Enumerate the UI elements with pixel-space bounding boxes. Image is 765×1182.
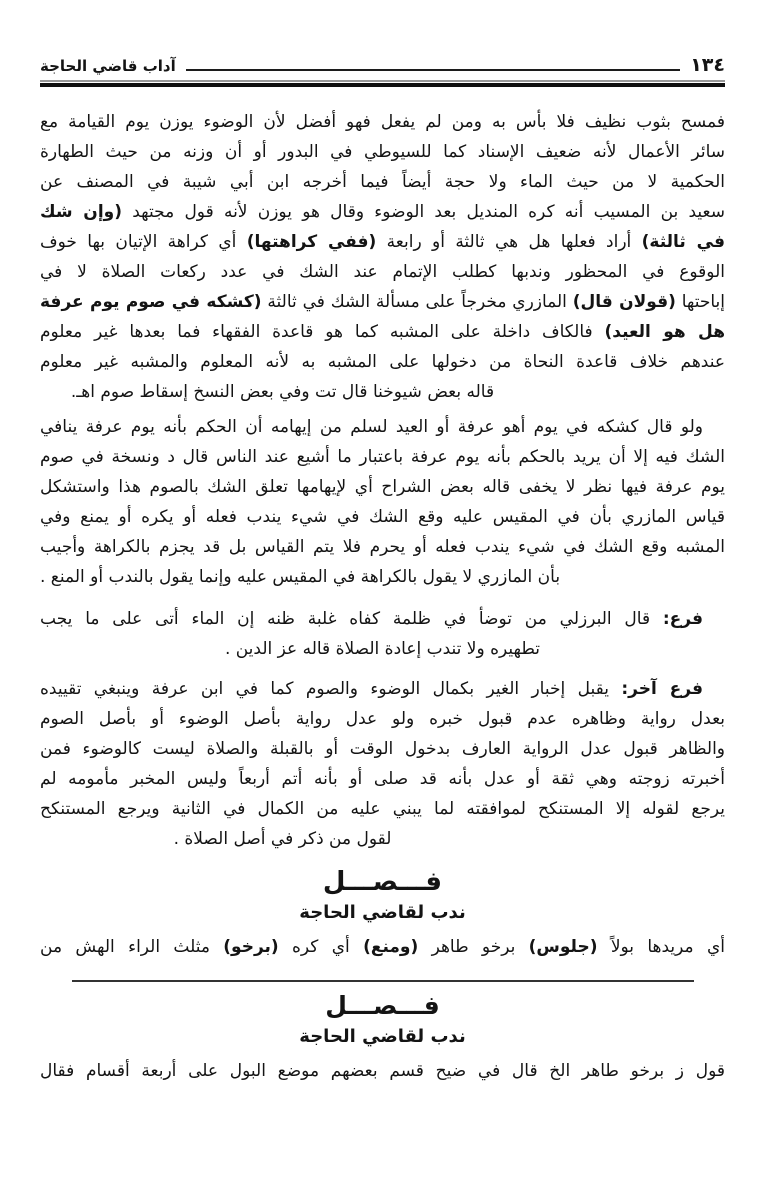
text-line [40,257,725,287]
text-line [40,824,725,854]
sharh-text: الوقوع في المحظور وندبها كطلب الإتمام عند الشك في عدد ركعات الصلاة لا في [40,262,725,282]
sharh-text: أخبرته زوجته وهي ثقة أو عدل بأنه قد صلى أو بأنه أتم أربعاً وليس المخبر مأمومه لم [40,769,725,789]
header-rule-line [186,69,680,71]
matn-bold-text: (وإن شك [40,202,122,222]
sharh-text: فالكاف داخلة على المشبه كما هو قاعدة الفقهاء فما بعدها غير معلوم [40,322,605,342]
sharh-text: إباحتها [675,292,725,312]
footnote-section [40,990,725,1086]
footnote-separator [72,980,694,982]
text-line [40,412,725,442]
sharh-text: عندهم خلاف قاعدة النحاة من دخولها على المشبه به لأنه المعلوم والمشبه غير معلوم [40,352,725,372]
footnote-text [40,1056,725,1086]
text-line [40,502,725,532]
sharh-text: قال البرزلي من توضأ في ظلمة كفاه غلبة ظنه إن الماء أتى على ما يجب [40,609,663,629]
footnote-fasl-heading: فـــصـــل [325,991,440,1020]
page-header [40,56,725,75]
sharh-text: برخو طاهر [418,937,529,957]
matn-bold-text: (كشكه في صوم يوم عرفة [40,292,262,312]
sharh-text: أي مريدها بولاً [597,937,725,957]
page-number: ١٣٤ [690,54,725,76]
section-fasl [40,866,725,962]
text-line [40,1056,725,1086]
sharh-text: المازري مخرجاً على مسألة الشك في ثالثة [261,292,573,312]
sharh-text: الحكمية لا من حيث الماء ولا حجة أيضاً فيما أخرجه ابن أبي شيبة في المصنف عن [40,172,725,192]
sharh-text: الشك فيه إلا أن يريد بالحكم بأنه يوم عرفة باعتبار ما أشيع عند الناس قال د ونسخة في صوم [40,447,725,467]
text-line [40,167,725,197]
matn-bold-text: فرع: [662,609,703,629]
sharh-text: قياس المازري بأن في المقيس عليه وقع الشك في شيء يندب فعله أو يكره أو يمنع وفي [40,507,725,527]
text-line [40,347,725,377]
sharh-text: سعيد بن المسيب أنه كره المنديل بعد الوضوء وقال هو يوزن لأنه قول مجتهد [121,202,725,222]
text-line [40,764,725,794]
text-line [40,532,725,562]
section-text [40,932,725,962]
sharh-text: سائر الأعمال لأنه ضعيف الإسناد كما للسيوطي في البدور أو أن وزنه من حيث الطهارة [40,142,725,162]
matn-bold-text: في ثالثة) [641,232,725,252]
sharh-text: لقول من ذكر في أصل الصلاة . [173,829,392,849]
matn-bold-text: (ففي كراهتها) [246,232,377,252]
text-line [40,704,725,734]
text-line [40,472,725,502]
footnote-fasl-subheading: ندب لقاضي الحاجة [299,1026,466,1047]
matn-bold-text: هل هو العيد) [604,322,726,342]
matn-bold-text: فرع آخر: [621,679,703,699]
header-divider-thick [40,83,725,87]
matn-bold-text: (برخو) [223,937,279,957]
sharh-text: يرجع لقوله إلا المستنكح لموافقته لما يبني عليه من الكمال في الثانية ويرجع المستنكح [40,799,725,819]
text-line [40,227,725,257]
sharh-text: قاله بعض شيوخنا قال تت وفي بعض النسخ إسقاط صوم اهـ. [70,382,495,402]
fasl-subheading: ندب لقاضي الحاجة [299,902,466,923]
body-text [40,107,725,854]
sharh-text: يقبل إخبار الغير بكمال الوضوء والصوم كما في ابن عرفة وينبغي تقييده [40,679,622,699]
sharh-text: فمسح بثوب نظيف فلا بأس به ومن لم يفعل فهو أفضل لأن الوضوء يوزن يوم القيامة مع [40,112,725,132]
fasl-heading: فـــصـــل [322,867,443,897]
sharh-text: أي كره [278,937,364,957]
text-line [40,197,725,227]
sharh-text: والظاهر قبول عدل الرواية العارف بدخول الوقت أو بالقبلة والصلاة ليست كالوضوء فمن [40,739,725,759]
text-line [40,604,725,634]
sharh-text: بأن المازري لا يقول بالكراهة في المقيس عليه وإنما يقول بالندب أو المنع . [40,567,561,587]
text-line [40,932,725,962]
text-line [40,137,725,167]
header-divider-thin [40,80,725,82]
text-line [40,442,725,472]
sharh-text: المشبه وقع الشك في شيء يندب فعله أو يحرم فلا يتم القياس بل قد يجزم بالكراهة وأجيب [40,537,725,557]
sharh-text: أي كراهة الإتيان بها خوف [40,232,247,252]
text-line [40,794,725,824]
text-line [40,634,725,664]
matn-bold-text: (جلوس) [528,937,598,957]
sharh-text: بعدل رواية وظاهره عدم قبول خبره ولو عدل رواية بأصل الوضوء أو بأصل الصوم [40,709,725,729]
text-line [40,107,725,137]
text-line [40,734,725,764]
text-line [40,562,725,592]
sharh-text: قول ز برخو طاهر الخ قال في ضيح قسم بعضهم موضع البول على أربعة أقسام فقال [40,1061,725,1081]
text-line [40,377,725,407]
sharh-text: ولو قال كشكه في يوم أهو عرفة أو العيد لسلم من إيهامه أن الحكم بأنه يوم عرفة ينافي [40,417,703,437]
text-line [40,674,725,704]
matn-bold-text: (قولان قال) [572,292,676,312]
text-line [40,287,725,317]
running-title: آداب قاضي الحاجة [40,57,176,75]
sharh-text: أراد فعلها هل هي ثالثة أو رابعة [376,232,642,252]
sharh-text: يوم عرفة فيها نظر لا يخفى قاله بعض الشراح أي لإيهامها تعلق الشك بالصوم هذا واستشكل [40,477,725,497]
sharh-text: تطهيره ولا تندب إعادة الصلاة قاله عز الدين . [224,639,541,659]
sharh-text: مثلث الراء الهش من [40,937,224,957]
text-line [40,317,725,347]
matn-bold-text: (ومنع) [363,937,419,957]
